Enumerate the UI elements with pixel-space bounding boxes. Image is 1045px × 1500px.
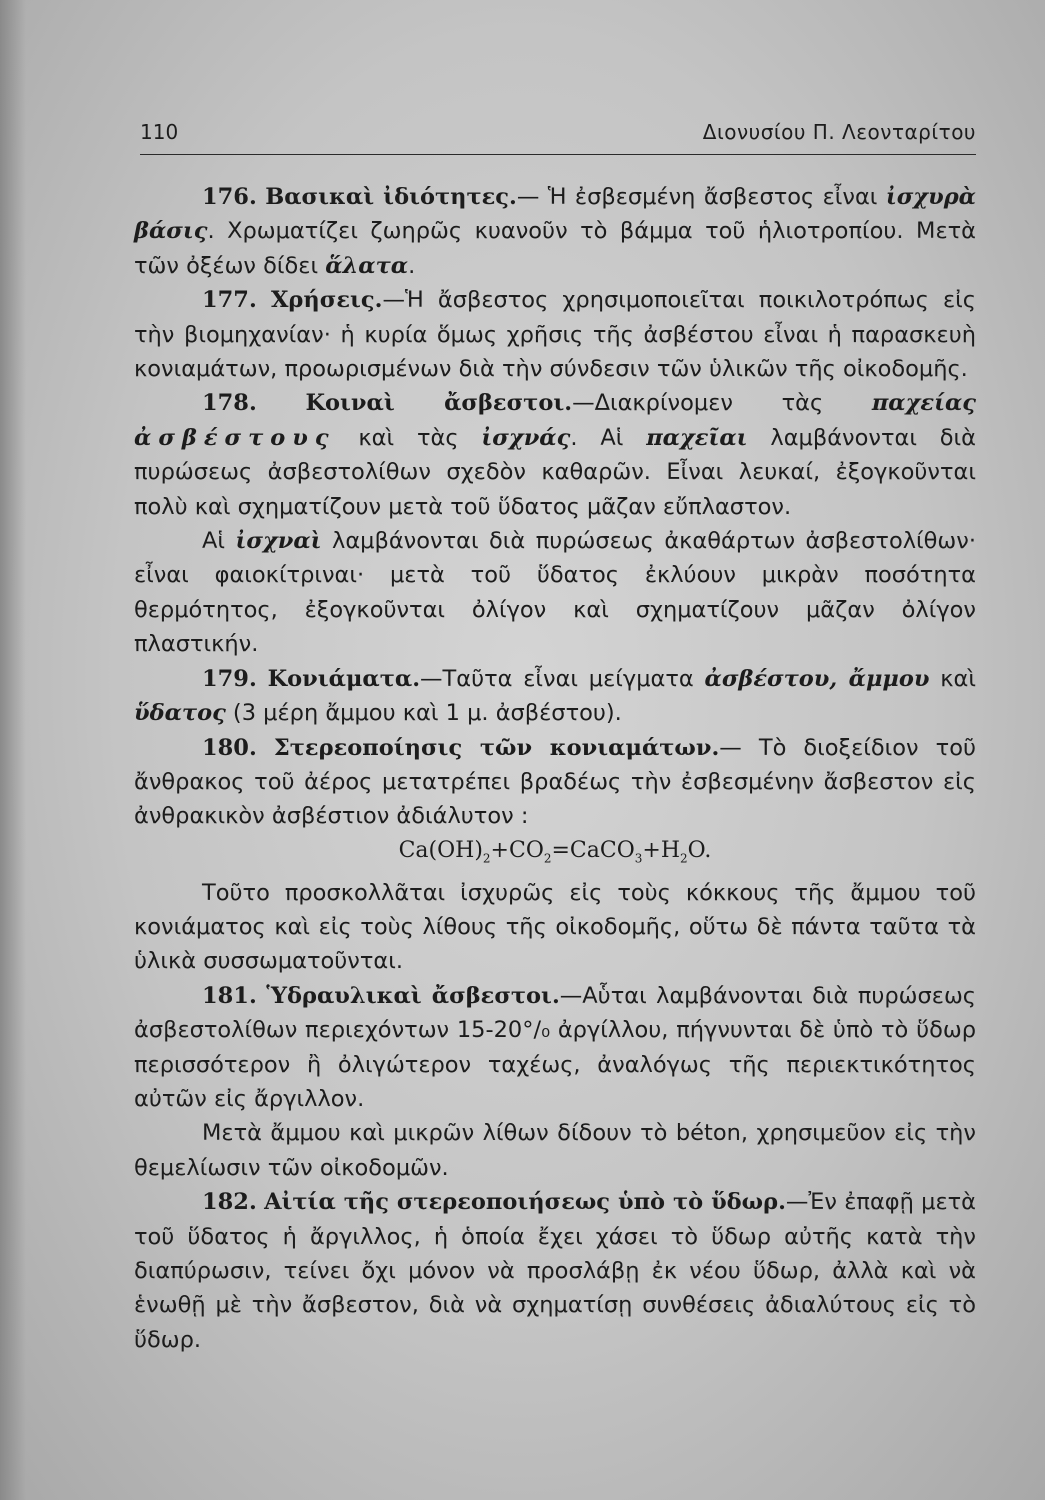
- body-text: . Χρωματίζει ζωηρῶς κυανοῦν τὸ βάμμα τοῦ ἡλιοτροπίου. Μετὰ τῶν ὀξέων δίδει: [134, 218, 976, 279]
- body-text: Μετὰ ἄμμου καὶ μικρῶν λίθων δίδουν τὸ béton, χρησιμεῦον εἰς τὴν θεμελίωσιν τῶν οἰκοδομῶν.: [134, 1120, 976, 1181]
- paragraph-182: [134, 1185, 976, 1357]
- formula-subscript: 2: [482, 851, 491, 866]
- body-text: .: [408, 252, 416, 279]
- italic-term: ἰσχνάς: [481, 424, 571, 451]
- section-number: 181.: [202, 982, 257, 1009]
- page-body: [134, 180, 976, 1357]
- body-text: —Ταῦτα εἶναι μείγματα: [420, 665, 705, 692]
- body-text: . Αἱ: [570, 424, 647, 451]
- formula-part: +CO: [490, 837, 544, 863]
- paragraph-179: [134, 662, 976, 731]
- body-text: —Ἡ ἄσβεστος χρησιμοποιεῖται ποικιλοτρόπως εἰς τὴν βιομηχανίαν· ἡ κυρία ὅμως χρῆσις τῆς ἀσβέστου εἶναι ἡ παρασκευὴ κονιαμάτων, προωρισμένων διὰ τὴν σύνδεσιν τῶν ὑλικῶν τῆς οἰκοδομῆς.: [134, 287, 976, 383]
- formula-part: Ca(OH): [398, 837, 483, 863]
- body-text: —Αὗται λαμβάνονται διὰ πυρώσεως ἀσβεστολίθων περιεχόντων 15-20°/₀ ἀργίλλου, πήγνυνται δὲ ὑπὸ τὸ ὕδωρ περισσότερον ἢ ὀλιγώτερον ταχέως, ἀναλόγως τῆς περιεκτικότητος αὐτῶν εἰς ἄργιλλον.: [134, 982, 976, 1112]
- section-number: 178.: [202, 390, 257, 417]
- formula-subscript: 3: [634, 851, 643, 866]
- body-text: καὶ: [929, 665, 976, 692]
- section-heading: Χρήσεις.: [270, 287, 383, 314]
- section-heading: Ὑδραυλικαὶ ἄσβεστοι.: [266, 982, 560, 1009]
- section-number: 182.: [202, 1189, 257, 1216]
- section-number: 177.: [202, 287, 257, 314]
- section-number: 179.: [202, 665, 257, 692]
- italic-term: παχεῖαι: [646, 424, 748, 451]
- formula-part: +H: [642, 837, 681, 863]
- body-text: (3 μέρη ἄμμου καὶ 1 μ. ἀσβέστου).: [225, 700, 622, 727]
- body-text: Τοῦτο προσκολλᾶται ἰσχυρῶς εἰς τοὺς κόκκους τῆς ἄμμου τοῦ κονιάματος καὶ εἰς τοὺς λίθους τῆς οἰκοδομῆς, οὕτω δὲ πάντα ταῦτα τὰ ὑλικὰ συσσωματοῦνται.: [134, 879, 976, 975]
- body-text: καὶ τὰς: [335, 424, 482, 451]
- spaced-italic-term: ἀσβέστους: [134, 424, 336, 451]
- paragraph-181: [134, 979, 976, 1117]
- italic-term: παχείας: [871, 390, 977, 417]
- paragraph-176: [134, 180, 976, 283]
- body-text: λαμβάνονται διὰ πυρώσεως ἀκαθάρτων ἀσβεστολίθων· εἶναι φαιοκίτριναι· μετὰ τοῦ ὕδατος ἐκλύουν μικρὰν ποσότητα θερμότητος, ἐξογκοῦνται ὀλίγον καὶ σχηματίζουν μᾶζαν ὀλίγον πλαστικήν.: [134, 528, 976, 658]
- formula-subscript: 2: [543, 851, 552, 866]
- italic-term: ἀσβέστου, ἄμμου: [704, 665, 930, 692]
- paragraph-177: [134, 283, 976, 386]
- body-text: — Τὸ διοξείδιον τοῦ ἄνθρακος τοῦ ἀέρος μετατρέπει βραδέως τὴν ἐσβεσμένην ἄσβεστον εἰς ἀνθρακικὸν ἀσβέστιον ἀδιάλυτον :: [134, 734, 976, 830]
- section-heading: Στερεοποίησις τῶν κονιαμάτων.: [273, 734, 720, 761]
- header-rule: [140, 154, 976, 155]
- body-text: — Ἡ ἐσβεσμένη ἄσβεστος εἶναι: [516, 184, 886, 210]
- section-number: 180.: [202, 734, 257, 761]
- section-number: 176.: [202, 184, 257, 210]
- formula-part: O.: [687, 837, 712, 863]
- body-text: Αἱ: [202, 528, 236, 555]
- page-number: 110: [140, 120, 179, 144]
- body-text: λαμβάνονται διὰ πυρώσεως ἀσβεστολίθων σχεδὸν καθαρῶν. Εἶναι λευκαί, ἐξογκοῦνται πολὺ καὶ σχηματίζουν μετὰ τοῦ ὕδατος μᾶζαν εὔπλαστον.: [134, 424, 977, 520]
- formula-part: =CaCO: [551, 837, 635, 863]
- paragraph-178: [134, 386, 976, 524]
- paragraph-180: [134, 731, 976, 834]
- body-text: —Ἐν ἐπαφῇ μετὰ τοῦ ὕδατος ἡ ἄργιλλος, ἡ ὁποία ἔχει χάσει τὸ ὕδωρ αὐτῆς κατὰ τὴν διαπύρωσιν, τείνει ὄχι μόνον νὰ προσλάβῃ ἐκ νέου ὕδωρ, ἀλλὰ καὶ νὰ ἑνωθῇ μὲ τὴν ἄσβεστον, διὰ νὰ σχηματίσῃ συνθέσεις ἀδιαλύτους εἰς τὸ ὕδωρ.: [134, 1189, 976, 1353]
- paragraph-180-continued: [134, 876, 976, 979]
- running-head-author: Διονυσίου Π. Λεονταρίτου: [702, 120, 976, 144]
- formula-subscript: 2: [680, 851, 688, 866]
- body-text: —Διακρίνομεν τὰς: [572, 390, 872, 417]
- italic-term: ἰσχναὶ: [235, 528, 322, 555]
- chemical-equation: [134, 834, 976, 876]
- section-heading: Αἰτία τῆς στερεοποιήσεως ὑπὸ τὸ ὕδωρ.: [264, 1189, 786, 1216]
- section-heading: Κονιάματα.: [267, 665, 421, 692]
- paragraph-181-continued: [134, 1116, 976, 1185]
- section-heading: Βασικαὶ ἰδιότητες.: [265, 184, 517, 210]
- paragraph-178-continued: [134, 524, 976, 662]
- italic-term: ὕδατος: [134, 700, 226, 727]
- italic-term: ἰσχυρὰ βάσις: [134, 184, 976, 245]
- section-heading: Κοιναὶ ἄσβεστοι.: [305, 390, 573, 417]
- italic-term: ἅλατα: [325, 252, 409, 279]
- running-head: [140, 120, 976, 150]
